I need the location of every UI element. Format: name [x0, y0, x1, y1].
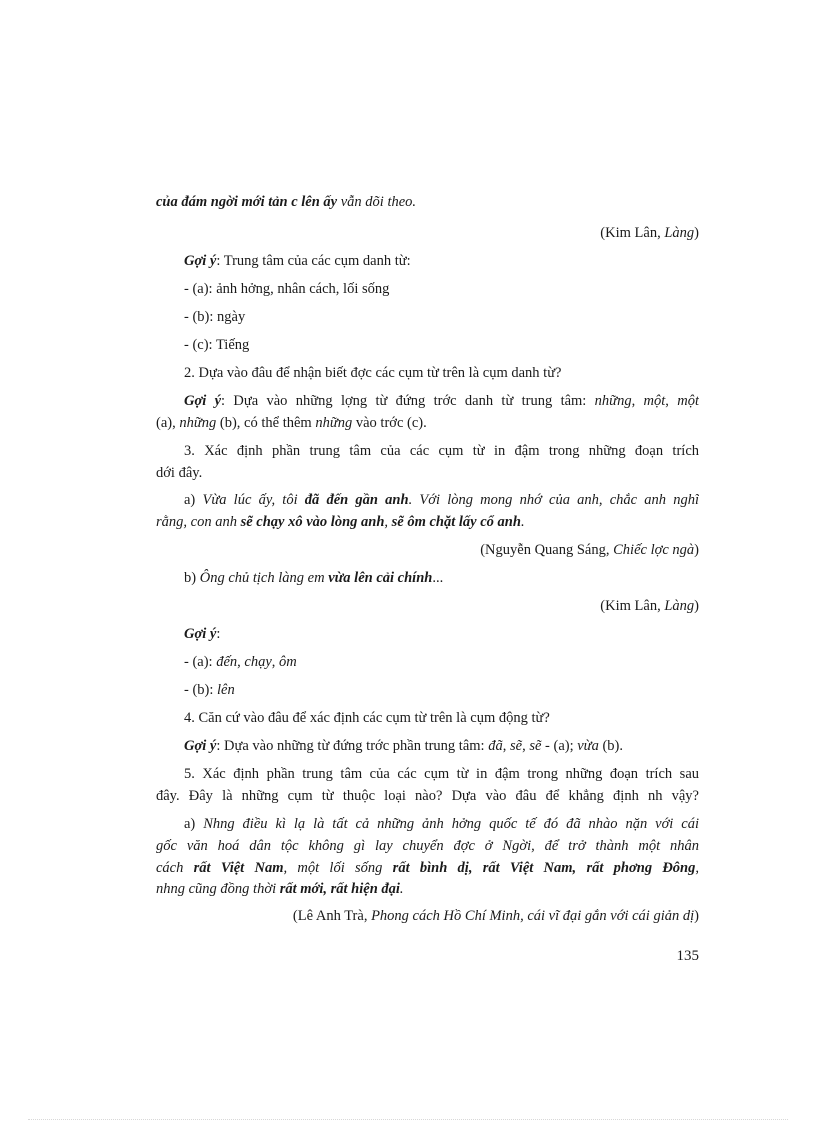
- hint-line: Gợi ý:: [184, 626, 221, 642]
- question-line: dới đây.: [156, 465, 203, 481]
- list-item: - (a): đến, chạy, ôm: [184, 654, 297, 670]
- citation: (Kim Lân, Làng): [600, 225, 699, 241]
- excerpt-line: a) Nhng điều kì lạ là tất cả những ảnh hởng quốc tế đó đã nhào nặn với cái: [184, 816, 699, 832]
- citation: (Lê Anh Trà, Phong cách Hồ Chí Minh, cái vĩ đại gắn với cái giản dị): [292, 908, 699, 924]
- hint-line: Gợi ý: Dựa vào những từ đứng trớc phần trung tâm: đã, sẽ, sẽ - (a); vừa (b).: [184, 738, 624, 754]
- page-edge-divider: [28, 1119, 788, 1120]
- text-line: của đám ngời mới tản c lên ấy vẫn dõi theo.: [156, 194, 417, 210]
- text-line: (a), những (b), có thể thêm những vào trớc (c).: [156, 415, 427, 431]
- excerpt-line: gốc văn hoá dân tộc không gì lay chuyển đợc ở Ngời, để trở thành một nhân: [156, 838, 699, 854]
- question-line: đây. Đây là những cụm từ thuộc loại nào? Dựa vào đâu để khẳng định nh vậy?: [156, 788, 699, 804]
- question-line: 3. Xác định phần trung tâm của các cụm từ in đậm trong những đoạn trích: [184, 443, 699, 459]
- citation: (Nguyễn Quang Sáng, Chiếc lợc ngà): [480, 542, 699, 558]
- question-line: 4. Căn cứ vào đâu để xác định các cụm từ trên là cụm động từ?: [184, 710, 550, 726]
- excerpt-line: rằng, con anh sẽ chạy xô vào lòng anh, sẽ ôm chặt lấy cổ anh.: [156, 514, 525, 530]
- list-item: - (a): ảnh hởng, nhân cách, lối sống: [184, 281, 390, 297]
- citation: (Kim Lân, Làng): [600, 598, 699, 614]
- list-item: - (b): lên: [184, 682, 235, 698]
- excerpt-line: b) Ông chủ tịch làng em vừa lên cải chính...: [184, 570, 444, 586]
- excerpt-line: nhng cũng đồng thời rất mới, rất hiện đại.: [156, 881, 404, 897]
- hint-line: Gợi ý: Trung tâm của các cụm danh từ:: [184, 253, 411, 269]
- question-line: 5. Xác định phần trung tâm của các cụm từ in đậm trong những đoạn trích sau: [184, 766, 699, 782]
- excerpt-line: cách rất Việt Nam, một lối sống rất bình dị, rất Việt Nam, rất phơng Đông,: [156, 860, 699, 876]
- list-item: - (b): ngày: [184, 309, 246, 325]
- hint-line: Gợi ý: Dựa vào những lợng từ đứng trớc danh từ trung tâm: những, một, một: [184, 393, 699, 409]
- question-line: 2. Dựa vào đâu để nhận biết đợc các cụm từ trên là cụm danh từ?: [184, 365, 562, 381]
- excerpt-line: a) Vừa lúc ấy, tôi đã đến gần anh. Với lòng mong nhớ của anh, chắc anh nghĩ: [184, 492, 699, 508]
- page-number: 135: [676, 948, 699, 964]
- list-item: - (c): Tiếng: [184, 337, 250, 353]
